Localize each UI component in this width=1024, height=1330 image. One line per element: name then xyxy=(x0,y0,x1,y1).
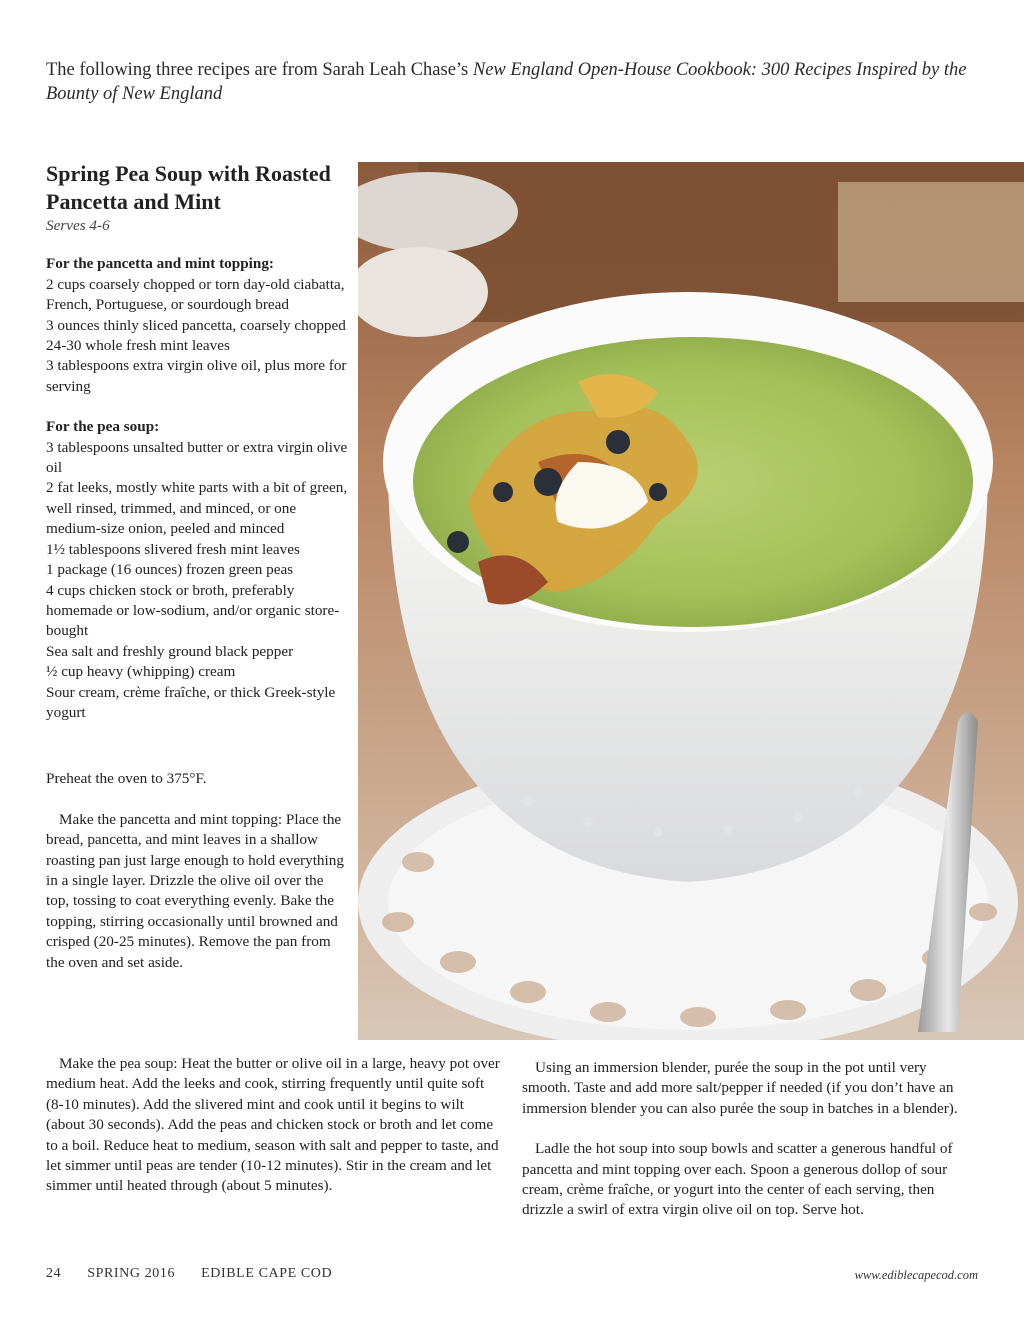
ingredient-item: 4 cups chicken stock or broth, preferably homemade or low-sodium, and/or organic store-bought xyxy=(46,581,340,640)
ingredient-item: 2 fat leeks, mostly white parts with a bit of green, well rinsed, trimmed, and minced, or one medium-size onion, peeled and minced xyxy=(46,479,348,538)
step-blend: Using an immersion blender, purée the soup in the pot until very smooth. Taste and add more salt/pepper if needed (if you don’t have an immersion blender you can also purée the soup in batches in a blender). xyxy=(522,1059,958,1117)
recipe-title: Spring Pea Soup with Roasted Pancetta and Mint xyxy=(46,161,331,214)
book-title: New England Open-House Cookbook: 300 Recipes Inspired by the Bounty of New England xyxy=(46,60,967,104)
steps-right-column xyxy=(522,1058,977,1221)
ingredient-item: 3 tablespoons unsalted butter or extra virgin olive oil xyxy=(46,438,348,477)
ingredient-item: 3 tablespoons extra virgin olive oil, plus more for serving xyxy=(46,357,347,395)
recipe-serves: Serves 4-6 xyxy=(46,217,110,234)
footer-left xyxy=(46,1266,358,1282)
issue-label: SPRING 2016 xyxy=(87,1266,176,1281)
step-soup-column xyxy=(46,1054,500,1197)
ingredient-item: 1½ tablespoons slivered fresh mint leaves xyxy=(46,540,300,558)
intro-text: The following three recipes are from Sarah Leah Chase’s xyxy=(46,60,473,80)
ingredient-item: 24-30 whole fresh mint leaves xyxy=(46,337,230,355)
ingredient-item: Sea salt and freshly ground black pepper xyxy=(46,642,294,660)
step-soup: Make the pea soup: Heat the butter or olive oil in a large, heavy pot over medium heat. Add the leeks and cook, stirring frequently until quite soft (8-10 minutes). Add the slivered mint and cook until it begins to wilt (about 30 seconds). Add the peas and chicken stock or broth and let come to a boil. Reduce heat to medium, season with salt and pepper to taste, and let simmer until peas are tender (10-12 minutes). Stir in the cream and let simmer until heated through (about 5 minutes). xyxy=(46,1055,500,1195)
intro-paragraph xyxy=(46,58,981,106)
step-serve: Ladle the hot soup into soup bowls and scatter a generous handful of pancetta and mint topping over each. Spoon a generous dollop of sour cream, crème fraîche, or yogurt into the center of each serving, then drizzle a swirl of extra virgin olive oil on top. Serve hot. xyxy=(522,1140,953,1219)
soup-heading: For the pea soup: xyxy=(46,418,160,436)
magazine-name: EDIBLE CAPE COD xyxy=(201,1266,333,1281)
page-number: 24 xyxy=(46,1266,62,1281)
ingredient-item: 2 cups coarsely chopped or torn day-old ciabatta, French, Portuguese, or sourdough bread xyxy=(46,275,345,314)
ingredient-item: ½ cup heavy (whipping) cream xyxy=(46,663,236,681)
ingredient-item: 3 ounces thinly sliced pancetta, coarsely chopped xyxy=(46,316,346,334)
soup-photo xyxy=(358,162,1024,1040)
step-topping: Make the pancetta and mint topping: Place the bread, pancetta, and mint leaves in a shallow roasting pan just large enough to hold everything in a single layer. Drizzle the olive oil over the top, tossing to coat everything evenly. Bake the topping, stirring occasionally until browned and crisped (20-25 minutes). Remove the pan from the oven and set aside. xyxy=(46,810,344,971)
ingredient-item: Sour cream, crème fraîche, or thick Greek-style yogurt xyxy=(46,683,336,721)
recipe-left-column xyxy=(46,160,348,973)
topping-heading: For the pancetta and mint topping: xyxy=(46,255,274,273)
website-url: www.ediblecapecod.com xyxy=(854,1268,978,1282)
step-preheat: Preheat the oven to 375°F. xyxy=(46,770,207,788)
ingredient-item: 1 package (16 ounces) frozen green peas xyxy=(46,561,294,579)
